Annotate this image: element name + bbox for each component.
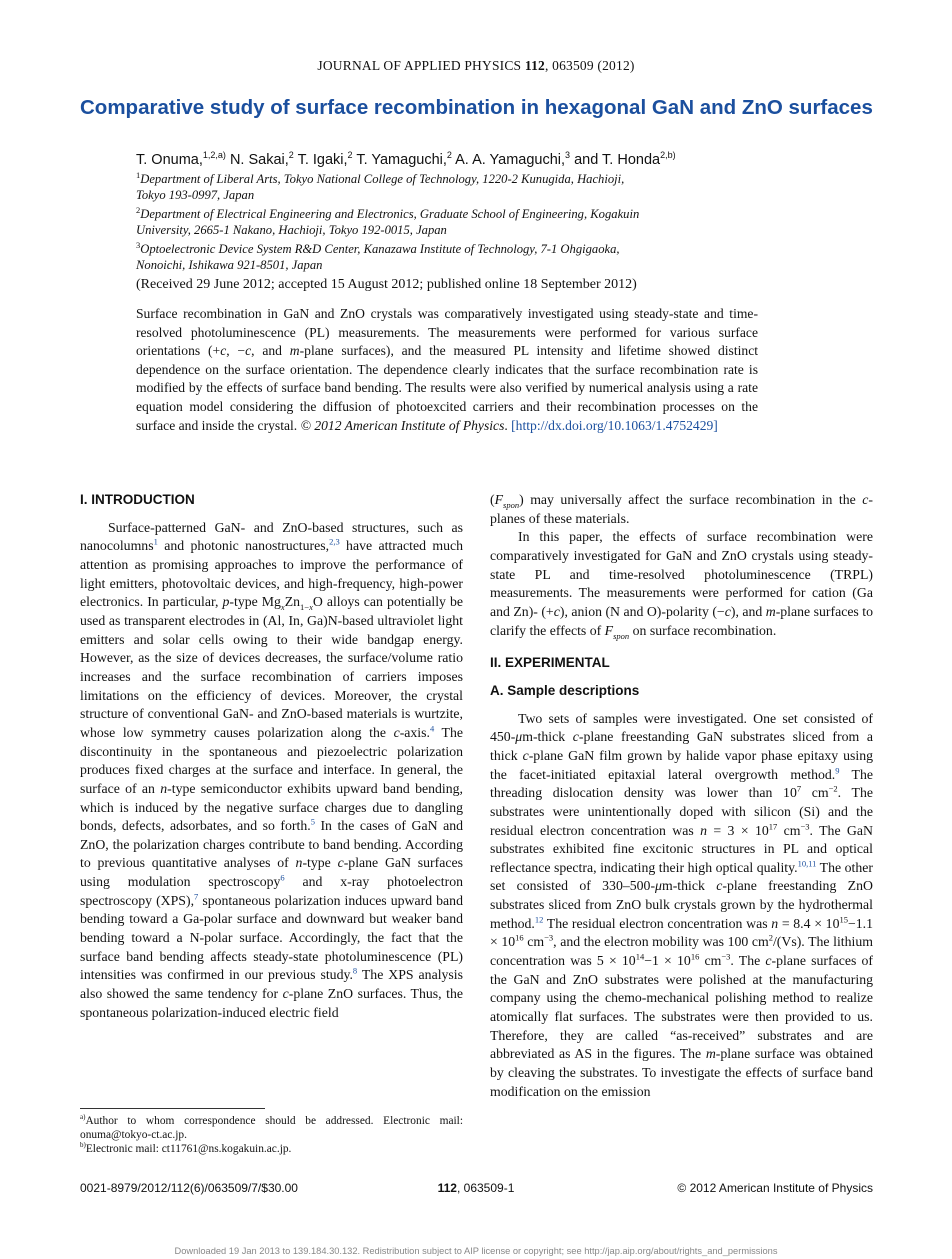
section-introduction: I. INTRODUCTION (80, 492, 195, 507)
affiliation-3: $^3$Optoelectronic Device System R&D Center, Kanazawa Institute of Technology, 7-1 Ohgigaoka, Nonoichi, Ishikawa 921-8501, Japan (136, 240, 620, 272)
footnote-rule (80, 1108, 265, 1109)
footer-copyright: © 2012 American Institute of Physics (677, 1181, 873, 1195)
journal-header (0, 58, 952, 74)
paper-title: Comparative study of surface recombination in hexagonal GaN and ZnO surfaces (80, 96, 873, 119)
journal-volume: 112 (524, 58, 545, 73)
affiliation-1: $^1$Department of Liberal Arts, Tokyo National College of Technology, 1220-2 Kunugida, Hachioji, Tokyo 193-0997, Japan (136, 170, 625, 202)
footnote-a: $^{a)}$Author to whom correspondence should be addressed. Electronic mail: onuma@tokyo-ct.ac.jp. (80, 1113, 463, 1141)
abstract-copyright: © 2012 American Institute of Physics (300, 417, 505, 433)
intro-paragraph: Surface-patterned GaN- and ZnO-based structures, such as nanocolumns$^1$ and photonic nanostructures,$^{2,3}$ have attracted much attention as promising approaches to improve the performance of light emitters, photovoltaic devices, and high-frequency, high-power electronics. In particular, p-type $Mg_xZn_{1-x}O$ alloys can potentially be used as transparent electrodes in (Al, In, Ga)N-based ultraviolet light emitters and solar cells owing to their wide bandgap energy. However, as the size of devices decreases, the surface/volume ratio increases and the surface recombination of carriers imposes limitations on the efficiency of devices. Moreover, the crystal structure of conventional GaN- and ZnO-based materials is wurtzite, whose low symmetry causes polarization along the c-axis.$^4$ The discontinuity in the spontaneous and piezoelectric polarization produces fixed charges at the surface and interface. In general, the surface of an n-type semiconductor exhibits upward band bending, which is induced by the negative surface charges due to dangling bonds, defects, adsorbates, and so forth.$^5$ In the cases of GaN and ZnO, the polarization charges contribute to band bending. According to previous quantitative analyses of n-type c-plane GaN surfaces using modulation spectroscopy$^6$ and x-ray photoelectron spectroscopy (XPS),$^7$ spontaneous polarization induces upward band bending toward a Ga-polar surface and downward but weaker band bending toward a N-polar surface. Accordingly, the fact that the surface band bending affects steady-state photoluminescence (PL) intensities was confirmed in our previous study.$^8$ The XPS analysis also showed the same tendency for c-plane ZnO surfaces. Thus, the spontaneous polarization-induced electric field (80, 519, 463, 1020)
right-column (490, 491, 873, 1101)
footnotes (80, 1114, 463, 1156)
doi-link[interactable]: [http://dx.doi.org/10.1063/1.4752429] (511, 417, 718, 433)
author-2: N. Sakai, (229, 152, 289, 168)
footnote-b: $^{b)}$Electronic mail: ct11761@ns.kogakuin.ac.jp. (80, 1141, 292, 1155)
sample-paragraph: Two sets of samples were investigated. One set consisted of 450-μm-thick c-plane freestanding GaN substrates sliced from a thick c-plane GaN film grown by halide vapor phase epitaxy using the facet-initiated epitaxial lateral overgrowth method.$^9$ The threading dislocation density was lower than $10^7$ $cm^{-2}$. The substrates were unintentionally doped with silicon (Si) and the residual electron concentration was $n = 3 \times 10^{17}$ $cm^{-3}$. The GaN substrates exhibited fine excitonic structures in PL and optical reflectance spectra, indicating their high optical quality.$^{10,11}$ The other set consisted of 330–500-μm-thick c-plane freestanding ZnO substrates sliced from ZnO bulk crystals grown by the hydrothermal method.$^{12}$ The residual electron concentration was $n = 8.4 \times 10^{15}-1.1 \times 10^{16}$ $cm^{-3}$, and the electron mobility was 100 $cm^2/(Vs)$. The lithium concentration was $5 \times 10^{14}-1 \times 10^{16}$ $cm^{-3}$. The c-plane surfaces of the GaN and ZnO substrates were polished at the manufacturing company using the chemo-mechanical polishing method to realize atomically flat surfaces. The substrates were then provided to us. Therefore, they are called “as-received” substrates and are abbreviated as AS in the figures. The m-plane surface was obtained by cleaving the substrates. To investigate the effects of surface band modification on the emission (490, 710, 874, 1099)
author-2-mark: 2 (288, 150, 294, 161)
intro-continued: $(F_{spon})$ may universally affect the surface recombination in the c-planes of these materials. (490, 492, 873, 526)
footer-issn: 0021-8979/2012/112(6)/063509/7/$30.00 (80, 1181, 298, 1195)
author-3: T. Igaki, (297, 152, 348, 168)
affiliations (136, 168, 736, 274)
author-list (136, 152, 876, 168)
affiliation-2: $^2$Department of Electrical Engineering and Electronics, Graduate School of Engineering, Kogakuin University, 2665-1 Nakano, Hachioji, Tokyo 192-0015, Japan (136, 205, 640, 237)
author-1: T. Onuma, (136, 152, 203, 168)
author-6: and T. Honda (574, 152, 661, 168)
section-experimental: II. EXPERIMENTAL (490, 655, 610, 671)
intro-paragraph-2: In this paper, the effects of surface recombination were comparatively investigated for GaN and ZnO crystals using steady-state PL and time-resolved photoluminescence (TRPL) measurements. The measurements were performed for cation (Ga and Zn)- (+c), anion (N and O)-polarity (−c), and m-plane surfaces to clarify the effects of $F_{spon}$ on surface recombination. (490, 529, 873, 641)
author-5-mark: 3 (565, 150, 571, 161)
footer-page: 112, 063509-1 (437, 1181, 515, 1195)
left-column (80, 491, 463, 1022)
author-6-mark: 2,b) (660, 150, 676, 161)
author-1-mark: 1,2,a) (202, 150, 226, 161)
journal-name: JOURNAL OF APPLIED PHYSICS (317, 58, 522, 73)
author-4: T. Yamaguchi, (356, 152, 447, 168)
author-4-mark: 2 (446, 150, 452, 161)
download-notice: Downloaded 19 Jan 2013 to 139.184.30.132. Redistribution subject to AIP license or copyright; see http://jap.aip.org/about/rights_and_permissions (174, 1246, 778, 1256)
author-5: A. A. Yamaguchi, (455, 152, 566, 168)
author-3-mark: 2 (347, 150, 353, 161)
subsection-sample: A. Sample descriptions (490, 682, 640, 698)
journal-article: , 063509 (2012) (544, 58, 635, 73)
received-dates: (Received 29 June 2012; accepted 15 August 2012; published online 18 September 2012) (136, 277, 637, 292)
abstract: Surface recombination in GaN and ZnO crystals was comparatively investigated using steady-state and time-resolved photoluminescence (PL) measurements. The measurements were performed for various surface orientations (+c, −c, and m-plane surfaces), and the measured PL intensity and lifetime showed distinct dependence on the surface orientation. The dependence clearly indicates that the surface recombination rate is modified by the effects of surface band bending. The results were also verified by numerical analysis using a rate equation model considering the diffusion of photoexcited carriers and their recombination processes on the surface and inside the crystal. © 2012 American Institute of Physics. [http://dx.doi.org/10.1063/1.4752429] (136, 306, 759, 433)
